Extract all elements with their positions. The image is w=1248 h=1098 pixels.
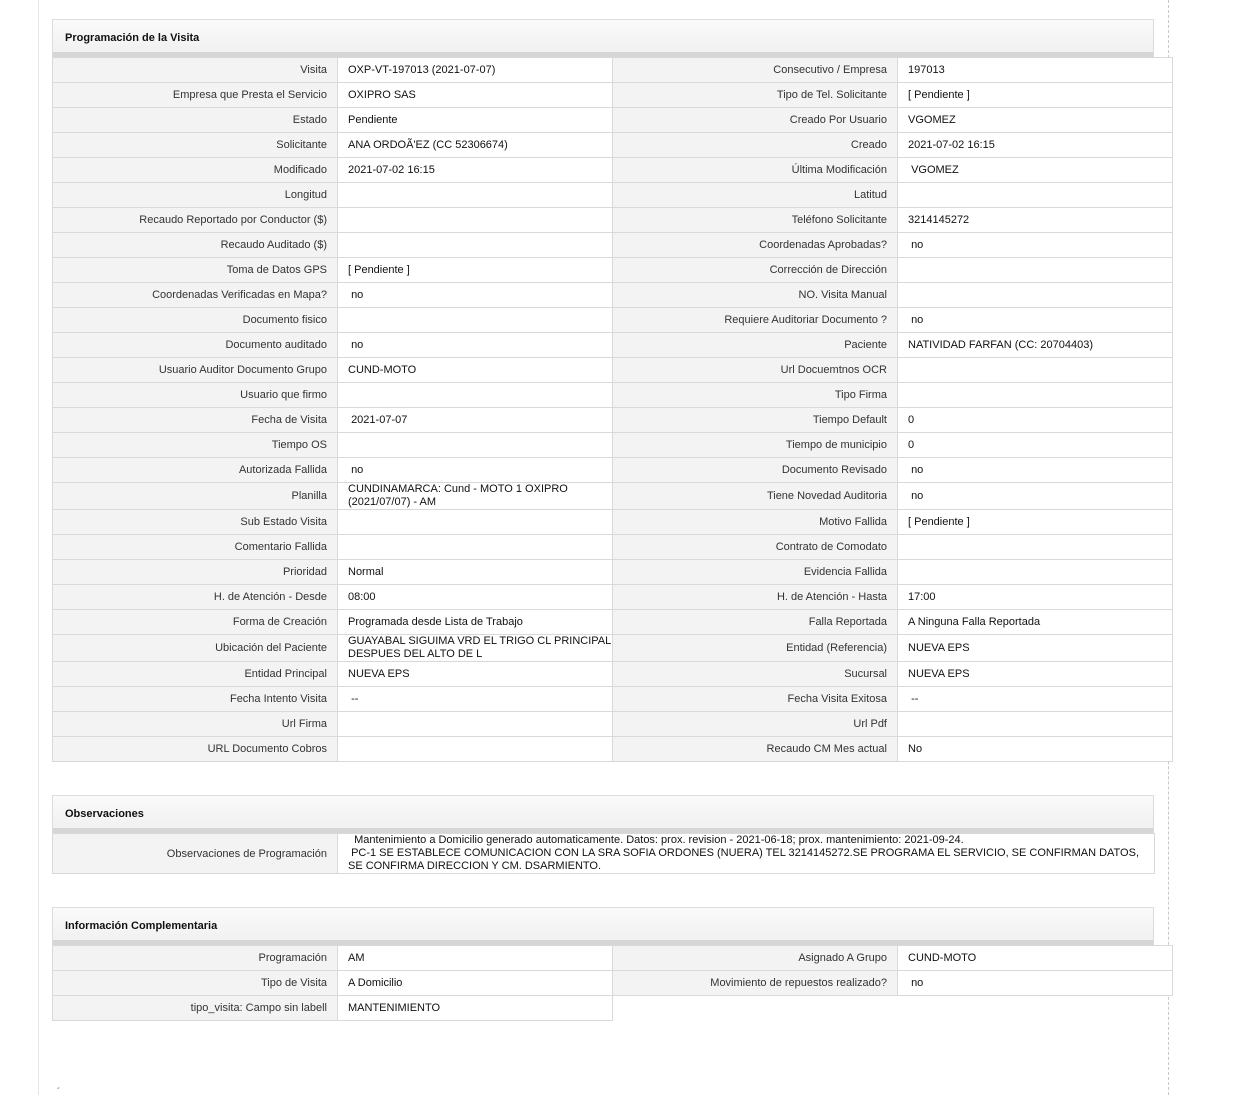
field-value-text: no bbox=[348, 463, 364, 476]
field-value-text: no bbox=[908, 313, 924, 326]
field-value bbox=[338, 560, 613, 585]
field-label bbox=[53, 585, 338, 610]
field-value-text: A Domicilio bbox=[348, 976, 403, 989]
field-label bbox=[53, 183, 338, 208]
field-label-text: Evidencia Fallida bbox=[803, 566, 887, 578]
field-value bbox=[338, 687, 613, 712]
field-value: MANTENIMIENTO bbox=[338, 996, 613, 1021]
field-value bbox=[338, 83, 613, 108]
field-value bbox=[898, 737, 1173, 762]
field-label-text: Recaudo Reportado por Conductor ($) bbox=[139, 214, 327, 226]
field-label-text: Estado bbox=[292, 114, 327, 126]
field-value-text: 2021-07-02 16:15 bbox=[908, 138, 995, 151]
field-value-text: [ Pendiente ] bbox=[348, 263, 410, 276]
field-value bbox=[898, 585, 1173, 610]
table-row bbox=[53, 834, 1155, 874]
observaciones-title: Observaciones bbox=[52, 795, 1154, 828]
observaciones-value bbox=[338, 834, 1155, 874]
table-row bbox=[53, 687, 1173, 712]
field-value bbox=[898, 560, 1173, 585]
field-label bbox=[53, 233, 338, 258]
table-row bbox=[53, 283, 1173, 308]
field-value bbox=[898, 358, 1173, 383]
field-value bbox=[338, 158, 613, 183]
field-label bbox=[53, 483, 338, 510]
field-value bbox=[338, 308, 613, 333]
field-label bbox=[53, 662, 338, 687]
field-value bbox=[338, 58, 613, 83]
field-label-text: Contrato de Comodato bbox=[775, 541, 887, 553]
field-label-text: Toma de Datos GPS bbox=[226, 264, 327, 276]
field-value bbox=[898, 83, 1173, 108]
field-value-text: 0 bbox=[908, 438, 915, 451]
field-value-text: 08:00 bbox=[348, 590, 376, 603]
field-label-text: Url Pdf bbox=[853, 718, 887, 730]
field-value bbox=[898, 510, 1173, 535]
field-label-text: Documento Revisado bbox=[781, 464, 887, 476]
field-value-text: no bbox=[908, 489, 924, 502]
field-value bbox=[338, 483, 613, 510]
field-value-text: [ Pendiente ] bbox=[908, 515, 970, 528]
field-value-text: CUNDINAMARCA: Cund - MOTO 1 OXIPRO (2021/07/07) - AM bbox=[348, 483, 571, 508]
field-label-text: Url Firma bbox=[281, 718, 327, 730]
field-value bbox=[338, 971, 613, 996]
field-label-text: Tipo de Tel. Solicitante bbox=[776, 89, 887, 101]
field-label bbox=[53, 58, 338, 83]
footer-mark: ´ bbox=[57, 1087, 61, 1098]
field-label-text: Motivo Fallida bbox=[819, 516, 887, 528]
field-label bbox=[613, 737, 898, 762]
field-label-text: Latitud bbox=[853, 189, 887, 201]
field-label bbox=[613, 183, 898, 208]
field-label-text: Tipo de Visita bbox=[260, 977, 327, 989]
table-row bbox=[53, 712, 1173, 737]
field-value-text: 197013 bbox=[908, 63, 945, 76]
field-label bbox=[53, 108, 338, 133]
field-value bbox=[898, 158, 1173, 183]
field-value-text: NATIVIDAD FARFAN (CC: 20704403) bbox=[908, 338, 1094, 351]
observaciones-line: Mantenimiento a Domicilio generado automaticamente. Datos: prox. revision - 2021-06-18; prox. mantenimiento: 2021-09-24. bbox=[348, 834, 964, 846]
field-label bbox=[613, 258, 898, 283]
field-label bbox=[53, 560, 338, 585]
field-value-text: no bbox=[348, 288, 364, 301]
field-value-text: NUEVA EPS bbox=[908, 641, 970, 654]
field-label: tipo_visita: Campo sin labell bbox=[53, 996, 338, 1021]
field-label-text: Documento auditado bbox=[225, 339, 327, 351]
field-label bbox=[53, 458, 338, 483]
table-row bbox=[53, 458, 1173, 483]
field-label-text: Creado bbox=[850, 139, 887, 151]
field-value bbox=[338, 358, 613, 383]
left-divider bbox=[38, 0, 39, 1095]
field-label-text: Movimiento de repuestos realizado? bbox=[710, 977, 887, 989]
field-value bbox=[898, 662, 1173, 687]
table-row bbox=[53, 535, 1173, 560]
field-label-text: Fecha Visita Exitosa bbox=[787, 693, 887, 705]
field-label bbox=[613, 158, 898, 183]
complementaria-title: Información Complementaria bbox=[52, 907, 1154, 940]
field-value bbox=[898, 635, 1173, 662]
field-label-text: Comentario Fallida bbox=[234, 541, 327, 553]
field-value-text: 3214145272 bbox=[908, 213, 970, 226]
field-value bbox=[338, 635, 613, 662]
field-value-text: OXIPRO SAS bbox=[348, 88, 416, 101]
field-value bbox=[898, 183, 1173, 208]
field-label-text: Entidad (Referencia) bbox=[786, 642, 887, 654]
field-value-text: Programada desde Lista de Trabajo bbox=[348, 615, 523, 628]
field-label-text: Autorizada Fallida bbox=[238, 464, 327, 476]
field-value-text: VGOMEZ bbox=[908, 113, 956, 126]
field-label bbox=[613, 133, 898, 158]
field-label bbox=[613, 635, 898, 662]
table-row bbox=[53, 133, 1173, 158]
field-value bbox=[338, 333, 613, 358]
field-label-text: Tiene Novedad Auditoria bbox=[766, 490, 887, 502]
field-label-text: Tiempo de municipio bbox=[785, 439, 887, 451]
field-value-text: GUAYABAL SIGUIMA VRD EL TRIGO CL PRINCIPAL DESPUES DEL ALTO DE L bbox=[348, 635, 611, 660]
field-label bbox=[613, 383, 898, 408]
field-label bbox=[613, 233, 898, 258]
field-value bbox=[898, 58, 1173, 83]
table-row bbox=[53, 258, 1173, 283]
field-label-text: Fecha Intento Visita bbox=[229, 693, 327, 705]
field-value bbox=[338, 133, 613, 158]
field-label-text: Asignado A Grupo bbox=[798, 952, 887, 964]
table-row bbox=[53, 737, 1173, 762]
complementaria-table bbox=[52, 945, 1173, 1021]
field-value-text: 17:00 bbox=[908, 590, 936, 603]
field-value bbox=[898, 108, 1173, 133]
complementaria-panel bbox=[52, 907, 1154, 1021]
table-row bbox=[53, 483, 1173, 510]
field-value bbox=[338, 233, 613, 258]
field-value bbox=[898, 687, 1173, 712]
field-value bbox=[898, 233, 1173, 258]
field-label bbox=[53, 408, 338, 433]
field-label-text: Url Docuemtnos OCR bbox=[780, 364, 887, 376]
field-value-text: -- bbox=[348, 692, 359, 705]
field-label bbox=[53, 383, 338, 408]
field-value bbox=[338, 585, 613, 610]
field-label bbox=[53, 283, 338, 308]
field-label bbox=[53, 133, 338, 158]
observaciones-table bbox=[52, 833, 1155, 874]
field-value bbox=[898, 283, 1173, 308]
field-label-text: Usuario Auditor Documento Grupo bbox=[158, 364, 327, 376]
field-value bbox=[338, 383, 613, 408]
field-value bbox=[898, 308, 1173, 333]
table-row bbox=[53, 58, 1173, 83]
field-label-text: Recaudo CM Mes actual bbox=[766, 743, 887, 755]
field-label bbox=[53, 358, 338, 383]
field-value-text: No bbox=[908, 742, 923, 755]
field-value bbox=[898, 458, 1173, 483]
field-label bbox=[613, 687, 898, 712]
field-value bbox=[898, 535, 1173, 560]
field-label bbox=[613, 483, 898, 510]
field-label-text: Requiere Auditoriar Documento ? bbox=[724, 314, 887, 326]
field-label-text: Recaudo Auditado ($) bbox=[220, 239, 327, 251]
observaciones-panel bbox=[52, 795, 1154, 874]
field-label-text: Coordenadas Aprobadas? bbox=[759, 239, 887, 251]
table-row bbox=[53, 635, 1173, 662]
programacion-table bbox=[52, 57, 1173, 762]
field-label bbox=[613, 510, 898, 535]
table-row bbox=[53, 183, 1173, 208]
field-value-text: ANA ORDOÃ'EZ (CC 52306674) bbox=[348, 138, 508, 151]
field-label: Observaciones de Programación bbox=[53, 834, 338, 874]
field-value-text: Normal bbox=[348, 565, 384, 578]
field-value bbox=[338, 283, 613, 308]
field-label bbox=[613, 358, 898, 383]
field-value-text: VGOMEZ bbox=[908, 163, 959, 176]
field-label bbox=[613, 108, 898, 133]
field-value bbox=[898, 971, 1173, 996]
field-label bbox=[53, 535, 338, 560]
field-label-text: H. de Atención - Hasta bbox=[776, 591, 887, 603]
field-label-text: Tipo Firma bbox=[834, 389, 887, 401]
field-label bbox=[613, 208, 898, 233]
field-label-text: Sub Estado Visita bbox=[240, 516, 327, 528]
field-label bbox=[613, 610, 898, 635]
field-value bbox=[338, 610, 613, 635]
table-row bbox=[53, 108, 1173, 133]
field-value bbox=[338, 208, 613, 233]
field-label bbox=[53, 333, 338, 358]
table-row bbox=[53, 585, 1173, 610]
table-row bbox=[53, 662, 1173, 687]
field-value-text: 2021-07-02 16:15 bbox=[348, 163, 435, 176]
programacion-panel bbox=[52, 19, 1154, 762]
field-label bbox=[613, 585, 898, 610]
field-label bbox=[613, 946, 898, 971]
field-label-text: Tiempo Default bbox=[812, 414, 887, 426]
field-value bbox=[338, 183, 613, 208]
field-value-text: NUEVA EPS bbox=[348, 667, 410, 680]
field-value-text: 0 bbox=[908, 413, 915, 426]
field-value bbox=[898, 433, 1173, 458]
table-row bbox=[53, 996, 1173, 1021]
field-label bbox=[613, 971, 898, 996]
field-value-text: AM bbox=[348, 951, 365, 964]
field-label-text: Forma de Creación bbox=[232, 616, 327, 628]
programacion-title: Programación de la Visita bbox=[52, 19, 1154, 52]
table-row bbox=[53, 308, 1173, 333]
field-label-text: NO. Visita Manual bbox=[798, 289, 887, 301]
table-row bbox=[53, 433, 1173, 458]
field-value bbox=[338, 258, 613, 283]
field-value-text: no bbox=[908, 976, 924, 989]
table-row bbox=[53, 333, 1173, 358]
field-label bbox=[613, 535, 898, 560]
field-value-text: no bbox=[908, 238, 924, 251]
field-label-text: Documento fisico bbox=[242, 314, 327, 326]
field-label-text: Sucursal bbox=[844, 668, 887, 680]
field-label-text: Última Modificación bbox=[791, 164, 887, 176]
field-label bbox=[53, 737, 338, 762]
table-row bbox=[53, 158, 1173, 183]
field-value-text: no bbox=[908, 463, 924, 476]
field-value bbox=[338, 712, 613, 737]
field-value bbox=[338, 108, 613, 133]
field-value-text: 2021-07-07 bbox=[348, 413, 408, 426]
field-value-text: no bbox=[348, 338, 364, 351]
field-label bbox=[613, 458, 898, 483]
field-label-text: Consecutivo / Empresa bbox=[773, 64, 887, 76]
field-value bbox=[898, 383, 1173, 408]
field-value bbox=[898, 483, 1173, 510]
field-value bbox=[898, 333, 1173, 358]
table-row bbox=[53, 610, 1173, 635]
observaciones-line: PC-1 SE ESTABLECE COMUNICACION CON LA SRA SOFIA ORDONES (NUERA) TEL 3214145272.SE PROGRAMA EL SERVICIO, SE CONFIRMAN DATOS, SE CONFIRMA DIRECCION Y CM. DSARMIENTO. bbox=[348, 847, 1143, 872]
field-label-text: Tiempo OS bbox=[271, 439, 327, 451]
field-label bbox=[613, 408, 898, 433]
field-label-text: Corrección de Dirección bbox=[769, 264, 887, 276]
field-label-text: Visita bbox=[300, 64, 327, 76]
table-row bbox=[53, 510, 1173, 535]
field-label bbox=[53, 433, 338, 458]
field-label bbox=[53, 208, 338, 233]
field-value-text: [ Pendiente ] bbox=[908, 88, 970, 101]
field-label-text: Teléfono Solicitante bbox=[791, 214, 887, 226]
field-value-text: CUND-MOTO bbox=[908, 951, 977, 964]
field-label bbox=[53, 258, 338, 283]
field-label bbox=[613, 333, 898, 358]
field-label bbox=[53, 308, 338, 333]
field-label-text: Empresa que Presta el Servicio bbox=[172, 89, 327, 101]
table-row bbox=[53, 358, 1173, 383]
field-value-text: OXP-VT-197013 (2021-07-07) bbox=[348, 63, 496, 76]
field-label-text: Ubicación del Paciente bbox=[215, 642, 327, 654]
field-value bbox=[338, 535, 613, 560]
field-value bbox=[338, 458, 613, 483]
field-label-text: Creado Por Usuario bbox=[789, 114, 887, 126]
field-label-text: Entidad Principal bbox=[244, 668, 327, 680]
field-label bbox=[613, 560, 898, 585]
field-value-text: NUEVA EPS bbox=[908, 667, 970, 680]
field-label bbox=[613, 283, 898, 308]
field-value bbox=[898, 610, 1173, 635]
field-value bbox=[898, 208, 1173, 233]
field-label bbox=[613, 83, 898, 108]
field-label-text: Fecha de Visita bbox=[251, 414, 327, 426]
table-row bbox=[53, 208, 1173, 233]
field-label bbox=[613, 433, 898, 458]
field-value bbox=[338, 433, 613, 458]
field-label bbox=[53, 83, 338, 108]
field-label-text: Modificado bbox=[273, 164, 327, 176]
field-label bbox=[53, 158, 338, 183]
field-label-text: H. de Atención - Desde bbox=[213, 591, 327, 603]
field-label bbox=[613, 662, 898, 687]
field-label bbox=[53, 712, 338, 737]
table-row bbox=[53, 383, 1173, 408]
field-label-text: Paciente bbox=[844, 339, 887, 351]
field-label-text: Solicitante bbox=[276, 139, 327, 151]
field-label bbox=[53, 635, 338, 662]
table-row bbox=[53, 408, 1173, 433]
field-value bbox=[898, 712, 1173, 737]
table-row bbox=[53, 83, 1173, 108]
field-label-text: Planilla bbox=[291, 490, 327, 502]
table-row bbox=[53, 971, 1173, 996]
table-row bbox=[53, 233, 1173, 258]
field-value bbox=[898, 946, 1173, 971]
field-label bbox=[613, 308, 898, 333]
field-value bbox=[338, 737, 613, 762]
field-value-text: -- bbox=[908, 692, 919, 705]
field-value bbox=[338, 510, 613, 535]
field-label bbox=[53, 610, 338, 635]
field-label-text: Usuario que firmo bbox=[240, 389, 327, 401]
field-value bbox=[338, 946, 613, 971]
table-row bbox=[53, 560, 1173, 585]
field-label-text: Prioridad bbox=[282, 566, 327, 578]
field-label-text: Coordenadas Verificadas en Mapa? bbox=[152, 289, 327, 301]
field-value-text: A Ninguna Falla Reportada bbox=[908, 615, 1041, 628]
field-value bbox=[898, 133, 1173, 158]
field-label-text: Falla Reportada bbox=[808, 616, 887, 628]
field-label-text: Programación bbox=[258, 952, 327, 964]
field-value bbox=[338, 662, 613, 687]
field-label bbox=[53, 971, 338, 996]
table-row bbox=[53, 946, 1173, 971]
field-label bbox=[53, 687, 338, 712]
field-label-text: URL Documento Cobros bbox=[207, 743, 327, 755]
field-value-text: Pendiente bbox=[348, 113, 398, 126]
field-label-text: Longitud bbox=[284, 189, 327, 201]
field-label bbox=[613, 712, 898, 737]
field-label bbox=[53, 510, 338, 535]
field-value bbox=[338, 408, 613, 433]
field-value bbox=[898, 258, 1173, 283]
field-value-text: CUND-MOTO bbox=[348, 363, 417, 376]
field-label bbox=[613, 58, 898, 83]
field-label bbox=[53, 946, 338, 971]
field-value bbox=[898, 408, 1173, 433]
